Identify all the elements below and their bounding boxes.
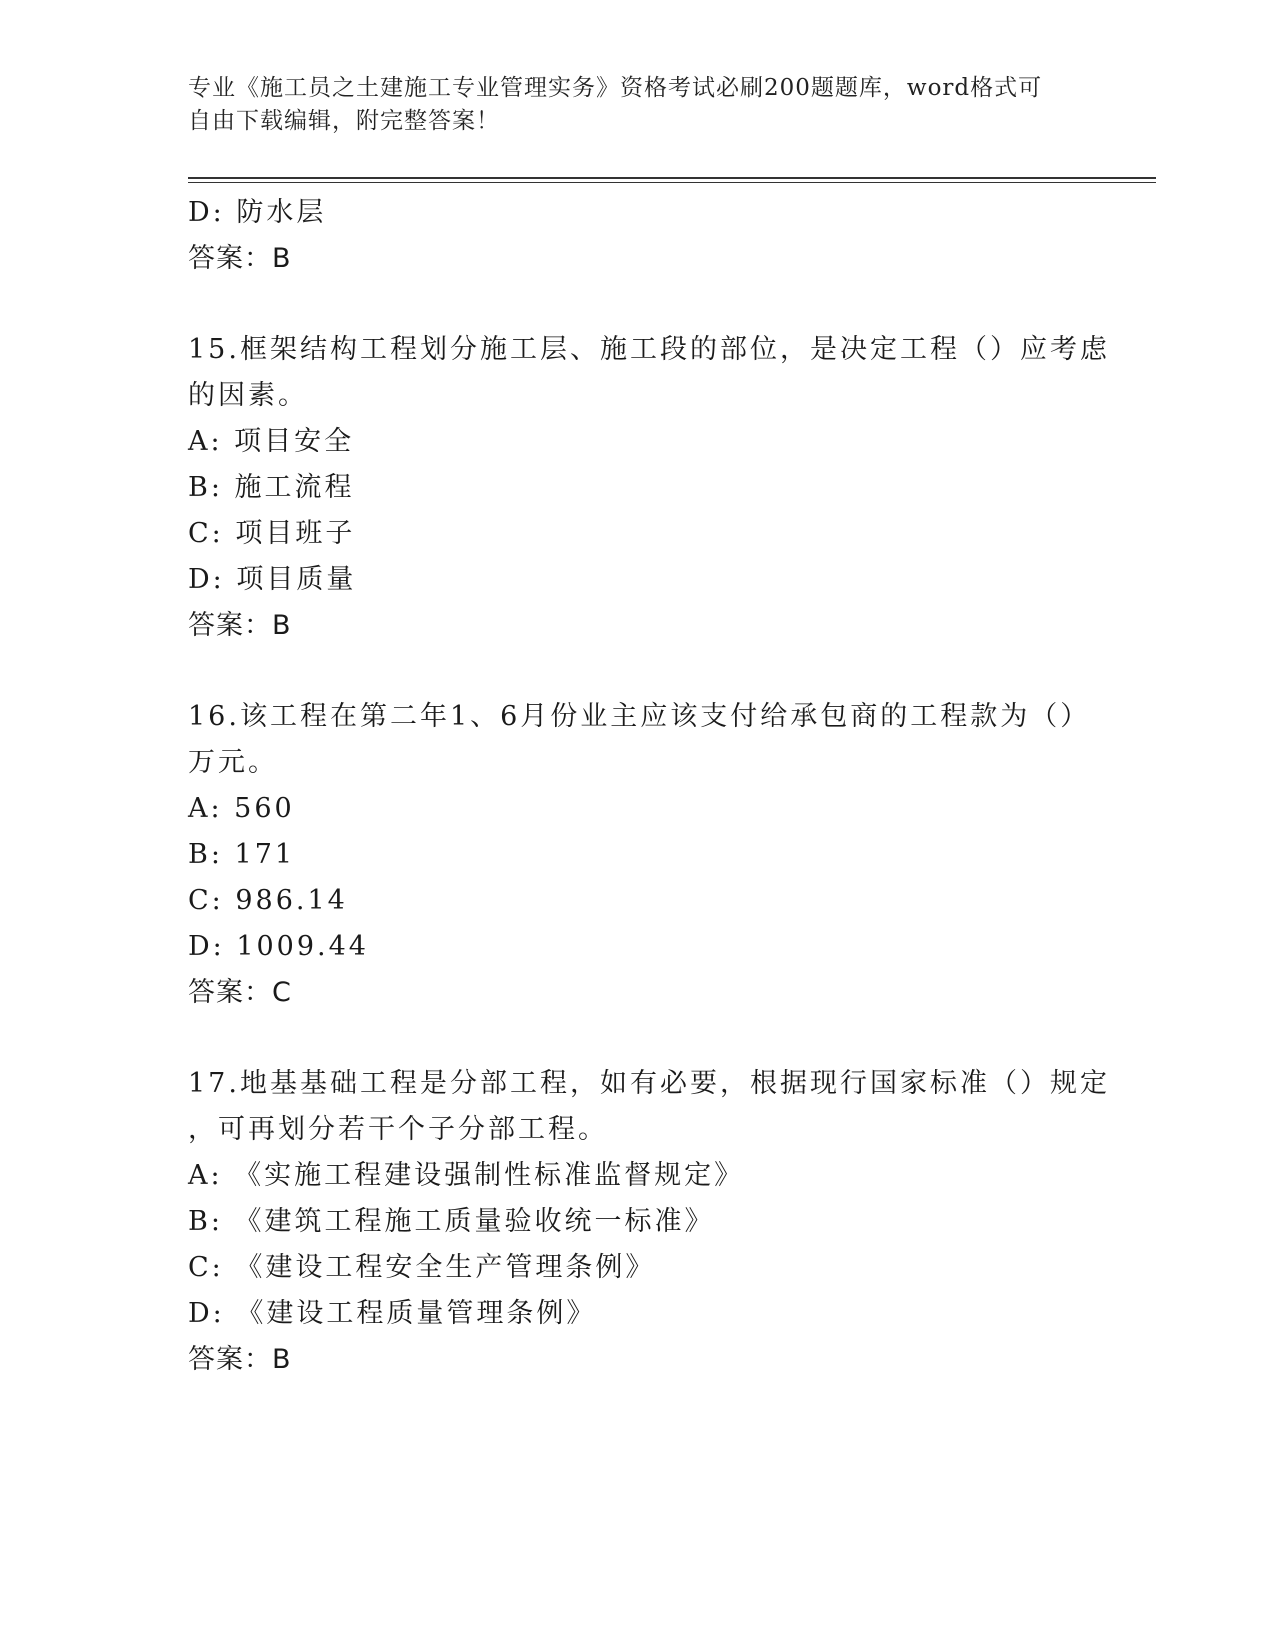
spacer (188, 649, 1088, 694)
answer: 答案：C (188, 977, 292, 1008)
answer: 答案：B (188, 1344, 292, 1375)
option-d: D: 1009.44 (188, 931, 369, 962)
option-c: C: 986.14 (188, 885, 348, 916)
header-rule-thin (188, 182, 1156, 183)
previous-question-tail (188, 190, 1088, 282)
option-c: C: 《建设工程安全生产管理条例》 (188, 1252, 656, 1283)
option-a: A: 《实施工程建设强制性标准监督规定》 (188, 1160, 745, 1191)
spacer (188, 1016, 1088, 1061)
option-b: B: 《建筑工程施工质量验收统一标准》 (188, 1206, 715, 1237)
option-c: C: 项目班子 (188, 518, 356, 549)
header-rule-thick (188, 177, 1156, 179)
document-header (188, 72, 1068, 138)
document-body (188, 190, 1110, 1383)
question-17 (188, 1061, 1110, 1383)
question-stem: 16.该工程在第二年1、6月份业主应该支付给承包商的工程款为（） (188, 701, 1091, 732)
spacer (188, 282, 1088, 327)
question-15 (188, 327, 1110, 649)
option-b: B: 施工流程 (188, 472, 355, 503)
question-stem: 17.地基基础工程是分部工程，如有必要，根据现行国家标准（）规定 (188, 1068, 1110, 1099)
question-stem-continued: 的因素。 (188, 380, 308, 411)
option-b: B: 171 (188, 839, 296, 870)
answer: 答案：B (188, 243, 292, 274)
header-line-1: 专业《施工员之土建施工专业管理实务》资格考试必刷200题题库，word格式可 (188, 75, 1043, 101)
option-a: A: 560 (188, 793, 295, 824)
question-stem-continued: 万元。 (188, 747, 278, 778)
option-a: A: 项目安全 (188, 426, 355, 457)
option-d: D: 项目质量 (188, 564, 357, 595)
option-d: D: 《建设工程质量管理条例》 (188, 1298, 597, 1329)
question-16 (188, 694, 1091, 1016)
header-line-2: 自由下载编辑，附完整答案！ (188, 108, 500, 134)
option-d: D: 防水层 (188, 197, 327, 228)
question-stem-continued: ，可再划分若干个子分部工程。 (188, 1114, 608, 1145)
answer: 答案：B (188, 610, 292, 641)
question-stem: 15.框架结构工程划分施工层、施工段的部位，是决定工程（）应考虑 (188, 334, 1110, 365)
